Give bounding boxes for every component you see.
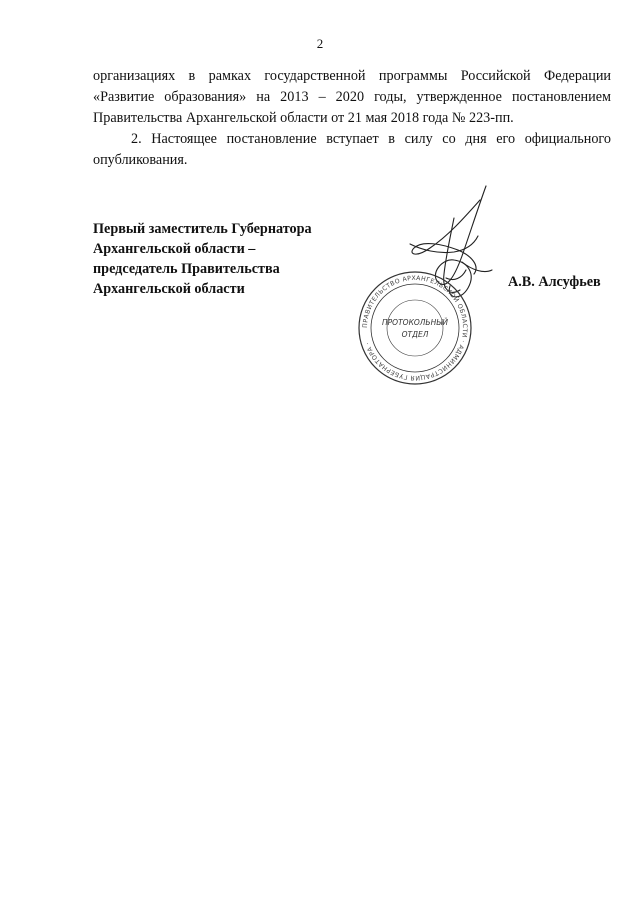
signatory-name: А.В. Алсуфьев (508, 274, 601, 290)
paragraph-2-line-2: опубликования. (93, 152, 188, 168)
seal (359, 272, 471, 384)
svg-text:ПРАВИТЕЛЬСТВО АРХАНГЕЛЬСКОЙ ОБ: ПРАВИТЕЛЬСТВО АРХАНГЕЛЬСКОЙ ОБЛАСТИ · АДМИНИСТРАЦИЯ ГУБЕРНАТОРА · (361, 274, 469, 382)
paragraph-1-line-2: «Развитие образования» на 2013 – 2020 годы, утвержденное постановлением (93, 89, 611, 105)
document-body (93, 66, 611, 171)
signatory-title-line-3: председатель Правительства (93, 261, 280, 277)
signatory-title-line-4: Архангельской области (93, 281, 245, 297)
paragraph-1-line-3: Правительства Архангельской области от 21 мая 2018 года № 223-пп. (93, 110, 514, 126)
paragraph-2-line-1: 2. Настоящее постановление вступает в силу со дня его официального (131, 131, 611, 147)
official-seal-and-signature (350, 178, 500, 393)
signatory-title-line-1: Первый заместитель Губернатора (93, 221, 312, 237)
page-number: 2 (316, 36, 324, 51)
paragraph-1-line-1: организациях в рамках государственной программы Российской Федерации (93, 68, 611, 84)
seal-center-line-2: ОТДЕЛ (401, 330, 429, 339)
signatory-title (93, 219, 312, 299)
signatory-title-line-2: Архангельской области – (93, 241, 256, 257)
seal-center-line-1: ПРОТОКОЛЬНЫЙ (382, 318, 448, 327)
